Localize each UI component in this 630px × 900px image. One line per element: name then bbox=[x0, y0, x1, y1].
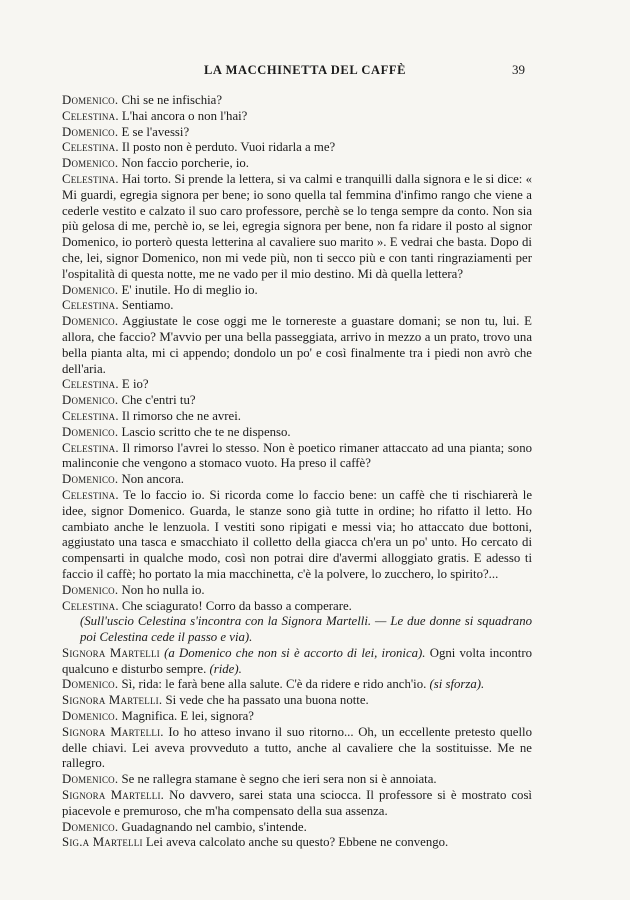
dialogue-line bbox=[62, 140, 532, 156]
line-text: Hai torto. Si prende la lettera, si va calmi e tranquilli dalla signora e le si dice: « Mi guardi, egregia signora per bene; io sono quella tal femmina d'infimo rango che viene a cederle vestito e calzato il suo caro professore, perchè se lo tenga sempre da conto. Non sia più gelosa di me, perchè io, se lei, egregia signora per bene, non fa ridare il posto al signor Domenico, io porterò questa letterina al cavaliere suo marito ». E vedrai che basta. Dopo di che, lei, signor Domenico, non mi vede più, non ti secco più e con tanti ringraziamenti per l'ospitalità di questa notte, me ne vado per il mio destino. Mi dà quella lettera? bbox=[62, 171, 532, 281]
speaker-name: Domenico. bbox=[62, 772, 119, 787]
line-text: No davvero, sarei stata una sciocca. Il professore si è mostrato così piacevole e premuroso, che m'ha compensato della sua assenza. bbox=[62, 788, 532, 818]
running-title: LA MACCHINETTA DEL CAFFÈ bbox=[203, 63, 407, 77]
speaker-name: Celestina. bbox=[62, 598, 119, 613]
dialogue-line bbox=[62, 109, 532, 125]
line-text: Te lo faccio io. Si ricorda come lo faccio bene: un caffè che ti rischiarerà le idee, signor Domenico. Guarda, le stanze sono già tutte in ordine; ho rifatto il letto. Ho cambiato anche le lenzuola. I vestiti sono ripigati e messi via; ho attaccato due bottoni, aggiustato una tasca e smacchiato il colletto della giacca ch'era un po' unto. Ho cercato di compensarti in qualche modo, così non potrai dire d'avermi alloggiato gratis. E adesso ti faccio il caffè; ho portato la mia macchinetta, c'è la polvere, lo zucchero, lo spirito?... bbox=[62, 487, 532, 581]
speaker-name: Celestina. bbox=[62, 298, 119, 313]
dialogue-line bbox=[62, 488, 532, 583]
line-text: Ogni volta incontro qualcuno e disturbo sempre. bbox=[62, 645, 532, 676]
dialogue-line bbox=[62, 788, 532, 820]
line-text: Che sciagurato! Corro da basso a comperare. bbox=[118, 598, 352, 613]
speaker-name: Celestina. bbox=[62, 108, 119, 123]
dialogue-line bbox=[62, 93, 532, 109]
line-text: Sentiamo. bbox=[118, 298, 174, 313]
dialogue-line bbox=[62, 599, 532, 615]
dialogue-line bbox=[62, 693, 532, 709]
dialogue-line bbox=[62, 156, 532, 172]
line-text: Il posto non è perduto. Vuoi ridarla a me? bbox=[118, 140, 336, 155]
dialogue-line bbox=[62, 646, 532, 678]
dialogue-line bbox=[62, 441, 532, 473]
speaker-name: Celestina. bbox=[62, 171, 119, 186]
dialogue-line bbox=[62, 283, 532, 299]
speaker-name: Domenico. bbox=[62, 424, 119, 439]
dialogue-line bbox=[62, 314, 532, 377]
line-text: Non ancora. bbox=[118, 472, 184, 487]
dialogue-line bbox=[62, 425, 532, 441]
page-number: 39 bbox=[512, 62, 525, 77]
line-text: Sì, rida: le farà bene alla salute. C'è da ridere e rido anch'io. bbox=[118, 677, 430, 692]
dialogue-line bbox=[62, 377, 532, 393]
stage-direction-inline: (si sforza). bbox=[429, 677, 485, 692]
dialogue-line bbox=[62, 172, 532, 283]
speaker-name: Domenico. bbox=[62, 819, 119, 834]
line-text: Il rimorso l'avrei lo stesso. Non è poetico rimaner attaccato ad una pianta; sono malinconie che vengono a stomaco vuoto. Ha preso il caffè? bbox=[62, 440, 532, 471]
speaker-name: Celestina. bbox=[62, 140, 119, 155]
dialogue-line bbox=[62, 393, 532, 409]
speaker-name: Domenico. bbox=[62, 709, 119, 724]
line-text: Che c'entri tu? bbox=[118, 393, 196, 408]
dialogue-line bbox=[62, 472, 532, 488]
line-text: E io? bbox=[118, 377, 149, 392]
dialogue-body bbox=[62, 93, 532, 851]
speaker-name: Domenico. bbox=[62, 314, 119, 329]
line-text: Lei aveva calcolato anche su questo? Ebbene ne convengo. bbox=[142, 835, 449, 850]
dialogue-line bbox=[62, 709, 532, 725]
speaker-name: Domenico. bbox=[62, 93, 119, 107]
speaker-name: Celestina. bbox=[62, 440, 119, 455]
speaker-name: Signora Martelli. bbox=[62, 724, 164, 739]
speaker-name: Celestina. bbox=[62, 487, 119, 502]
speaker-name: Domenico. bbox=[62, 472, 119, 487]
line-text: Guadagnando nel cambio, s'intende. bbox=[118, 819, 307, 834]
speaker-name: Signora Martelli. bbox=[62, 693, 163, 708]
line-text: Io ho atteso invano il suo ritorno... Oh, un eccellente pretesto quello delle chiavi. Lei aveva provveduto a tutto, anche al cavaliere che la sostituisse. Me ne rallegro. bbox=[62, 724, 532, 771]
line-text: L'hai ancora o non l'hai? bbox=[118, 108, 248, 123]
line-text: E' inutile. Ho di meglio io. bbox=[118, 282, 258, 297]
speaker-name: Domenico. bbox=[62, 582, 119, 597]
line-text: Non ho nulla io. bbox=[118, 582, 205, 597]
dialogue-line bbox=[62, 677, 532, 693]
speaker-name: Domenico. bbox=[62, 393, 119, 408]
dialogue-line bbox=[62, 835, 532, 851]
line-text: Il rimorso che ne avrei. bbox=[118, 408, 241, 423]
dialogue-line bbox=[62, 820, 532, 836]
speaker-name: Domenico. bbox=[62, 677, 119, 692]
speaker-name: Celestina. bbox=[62, 377, 119, 392]
dialogue-line bbox=[62, 298, 532, 314]
speaker-name: Domenico. bbox=[62, 124, 119, 139]
dialogue-line bbox=[62, 125, 532, 141]
speaker-name: Signora Martelli. bbox=[62, 788, 165, 803]
speaker-name: Domenico. bbox=[62, 282, 119, 297]
speaker-name: Domenico. bbox=[62, 156, 119, 171]
speaker-name: Sig.a Martelli bbox=[62, 835, 143, 850]
speaker-name: Celestina. bbox=[62, 408, 119, 423]
stage-direction-inline: (a Domenico che non si è accorto di lei, ironica). bbox=[159, 645, 426, 660]
speaker-name: Signora Martelli bbox=[62, 645, 160, 660]
dialogue-line bbox=[62, 725, 532, 772]
line-text: E se l'avessi? bbox=[118, 124, 190, 139]
line-text: Aggiustate le cose oggi me le tornereste a guastare domani; se non tu, lui. E allora, che faccio? M'avvio per una bella passeggiata, arrivo in mezzo a un prato, trovo una bella pianta alta, mi ci appendo; dondolo un po' e così finalmente tra i piedi non avrò che dell'aria. bbox=[62, 314, 532, 376]
dialogue-line bbox=[62, 409, 532, 425]
line-text: Magnifica. E lei, signora? bbox=[118, 709, 254, 724]
line-text: Si vede che ha passato una buona notte. bbox=[162, 693, 369, 708]
line-text: Se ne rallegra stamane è segno che ieri sera non si è annoiata. bbox=[118, 772, 437, 787]
line-text: Chi se ne infischia? bbox=[118, 93, 223, 107]
line-text: Non faccio porcherie, io. bbox=[118, 156, 250, 171]
dialogue-line bbox=[62, 772, 532, 788]
dialogue-line bbox=[62, 583, 532, 599]
stage-direction-inline: (ride). bbox=[209, 661, 242, 676]
stage-direction: (Sull'uscio Celestina s'incontra con la Signora Martelli. — Le due donne si squadrano poi Celestina cede il passo e via). bbox=[80, 614, 532, 645]
line-text: Lascio scritto che te ne dispenso. bbox=[118, 424, 291, 439]
